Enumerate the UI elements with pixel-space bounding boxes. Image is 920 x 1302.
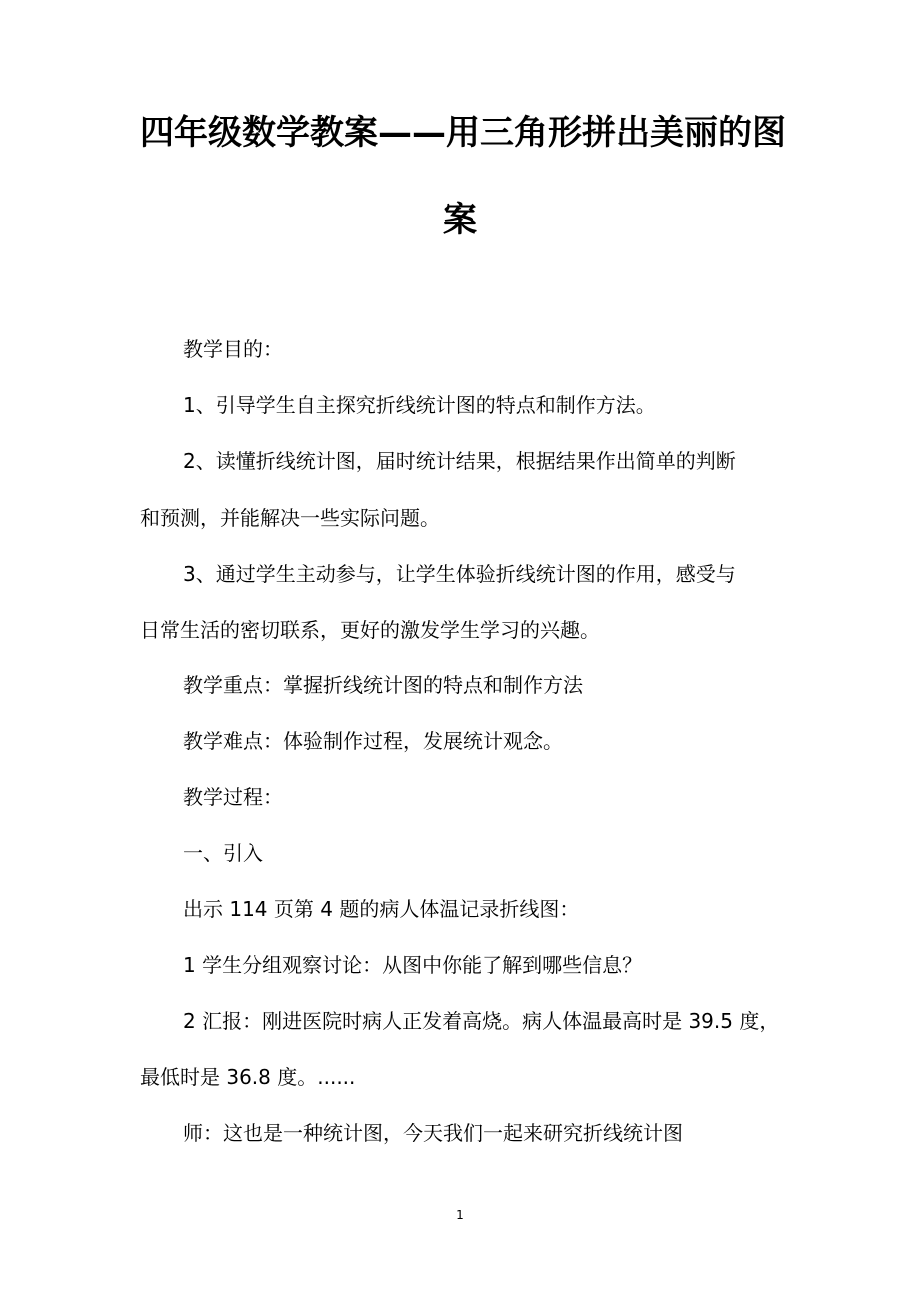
paragraph-difficulty: 教学难点：体验制作过程，发展统计观念。 bbox=[183, 729, 563, 753]
document-title-line-2: 案 bbox=[443, 200, 477, 240]
paragraph-goal-2-continued: 和预测，并能解决一些实际问题。 bbox=[140, 506, 440, 530]
paragraph-show-chart: 出示 114 页第 4 题的病人体温记录折线图： bbox=[183, 897, 580, 921]
paragraph-section-intro: 一、引入 bbox=[183, 841, 263, 865]
paragraph-step-1: 1 学生分组观察讨论：从图中你能了解到哪些信息？ bbox=[183, 953, 643, 977]
paragraph-key-point: 教学重点：掌握折线统计图的特点和制作方法 bbox=[183, 673, 583, 697]
paragraph-step-2-continued: 最低时是 36.8 度。...... bbox=[140, 1065, 356, 1089]
page-number: 1 bbox=[456, 1208, 464, 1222]
document-title-line-1: 四年级数学教案——用三角形拼出美丽的图 bbox=[140, 113, 786, 153]
paragraph-process-heading: 教学过程： bbox=[183, 785, 283, 809]
paragraph-goal-3: 3、通过学生主动参与，让学生体验折线统计图的作用，感受与 bbox=[183, 562, 736, 586]
paragraph-teacher-remark: 师：这也是一种统计图，今天我们一起来研究折线统计图 bbox=[183, 1121, 683, 1145]
paragraph-goal-1: 1、引导学生自主探究折线统计图的特点和制作方法。 bbox=[183, 393, 656, 417]
paragraph-step-2: 2 汇报：刚进医院时病人正发着高烧。病人体温最高时是 39.5 度， bbox=[183, 1009, 780, 1033]
paragraph-goal-2: 2、读懂折线统计图，届时统计结果，根据结果作出简单的判断 bbox=[183, 449, 736, 473]
paragraph-goal-3-continued: 日常生活的密切联系，更好的激发学生学习的兴趣。 bbox=[140, 618, 600, 642]
paragraph-teaching-goals-heading: 教学目的： bbox=[183, 337, 283, 361]
